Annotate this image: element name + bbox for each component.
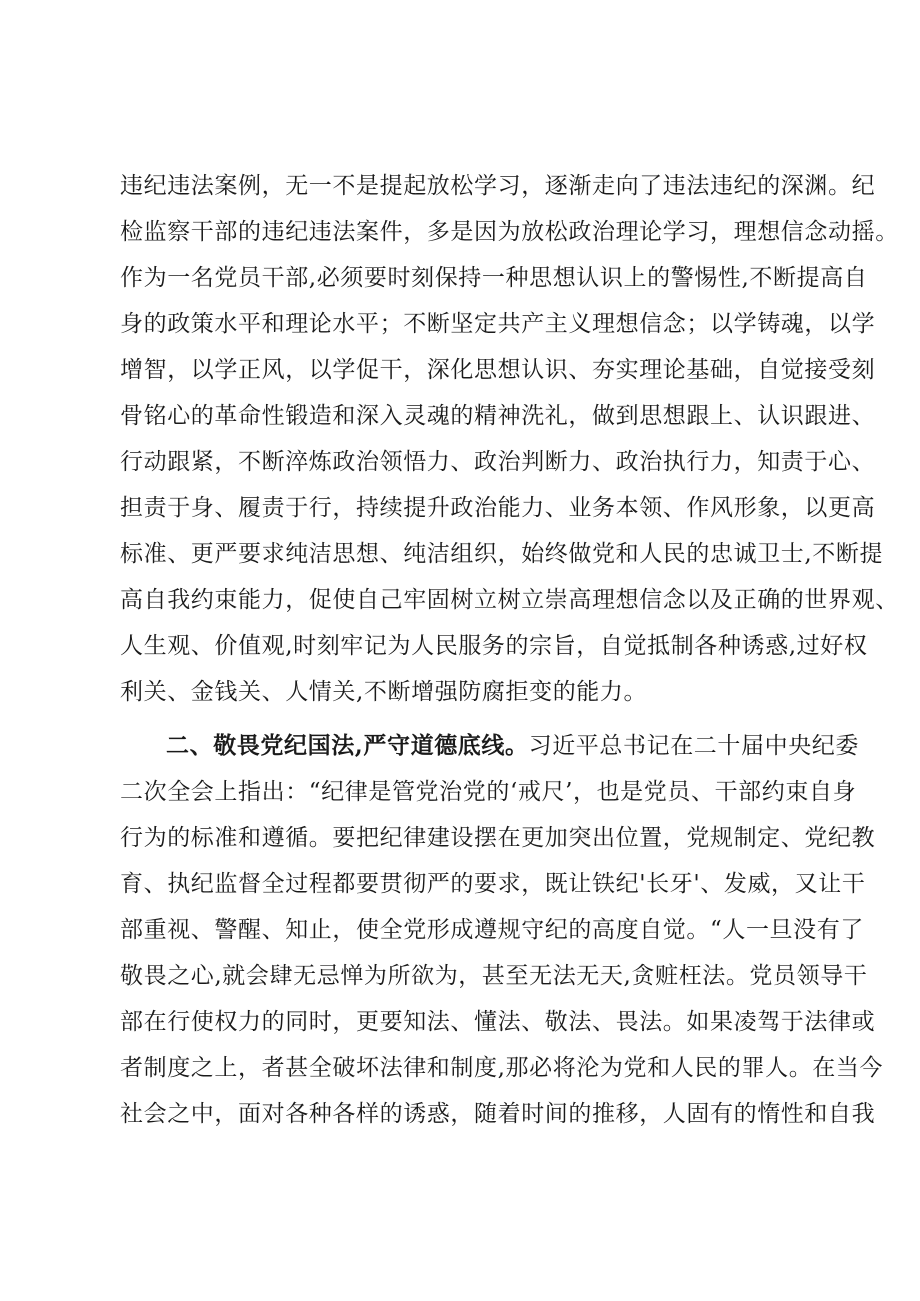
section-heading: 二、敬畏党纪国法,严守道德底线。: [166, 732, 529, 759]
text-line: 者制度之上，者甚全破坏法律和制度,那必将沦为党和人民的罪人。在当今: [120, 1055, 884, 1081]
text-line: 行动跟紧，不断淬炼政治领悟力、政治判断力、政治执行力，知责于心、: [120, 449, 876, 475]
text-line: 高自我约束能力，促使自己牢固树立树立崇高理想信念以及正确的世界观、: [120, 587, 899, 613]
text-line: 身的政策水平和理论水平；不断坚定共产主义理想信念；以学铸魂，以学: [120, 311, 876, 337]
text-line: 作为一名党员干部,必须要时刻保持一种思想认识上的警惕性,不断提高自: [120, 265, 868, 291]
section-heading-line: [166, 726, 860, 766]
text-line: 育、执纪监督全过程都要贯彻严的要求，既让铁纪'长牙'、发威，又让干: [120, 871, 866, 897]
text-line: 社会之中，面对各种各样的诱惑，随着时间的推移，人固有的惰性和自我: [120, 1101, 876, 1127]
text-line: 检监察干部的违纪违法案件，多是因为放松政治理论学习，理想信念动摇。: [120, 219, 899, 245]
text-line: 增智，以学正风，以学促干，深化思想认识、夯实理论基础，自觉接受刻: [120, 357, 876, 383]
text-line: 人生观、价值观,时刻牢记为人民服务的宗旨，自觉抵制各种诱惑,过好权: [120, 633, 868, 659]
text-line: 部在行使权力的同时，更要知法、懂法、敬法、畏法。如果凌驾于法律或: [120, 1009, 876, 1035]
text-line: 骨铭心的革命性锻造和深入灵魂的精神洗礼，做到思想跟上、认识跟进、: [120, 403, 876, 429]
text-line: 违纪违法案例，无一不是提起放松学习，逐渐走向了违法违纪的深渊。纪: [120, 173, 876, 199]
text-line: 标准、更严要求纯洁思想、纯洁组织，始终做党和人民的忠诚卫士,不断提: [120, 541, 884, 567]
text-line: 行为的标准和遵循。要把纪律建设摆在更加突出位置，党规制定、党纪教: [120, 825, 876, 851]
text-line: 二次全会上指出：“纪律是管党治党的‘戒尺’，也是党员、干部约束自身: [120, 779, 857, 805]
text-line: 部重视、警醒、知止，使全党形成遵规守纪的高度自觉。“人一旦没有了: [120, 917, 864, 943]
text-line: 习近平总书记在二十届中央纪委: [528, 733, 860, 759]
text-line: 担责于身、履责于行，持续提升政治能力、业务本领、作风形象，以更高: [120, 495, 876, 521]
text-line: 敬畏之心,就会肆无忌惮为所欲为，甚至无法无天,贪赃枉法。党员领导干: [120, 963, 868, 989]
text-line: 利关、金钱关、人情关,不断增强防腐拒变的能力。: [120, 679, 648, 705]
